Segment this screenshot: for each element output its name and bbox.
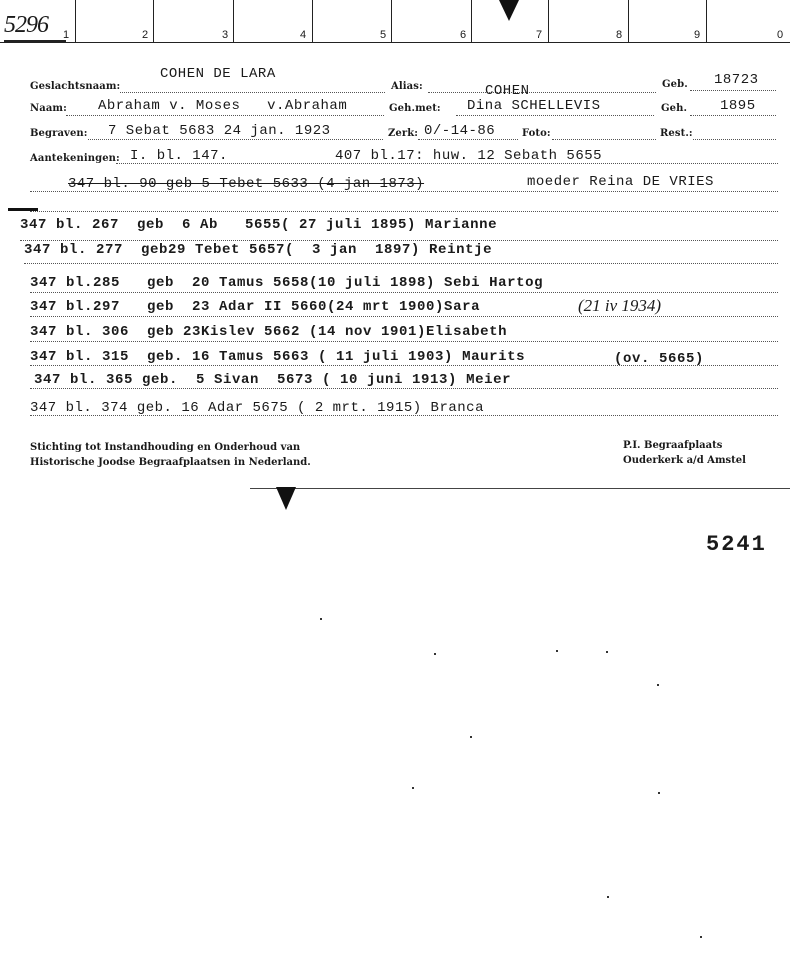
- note-line: 347 bl. 306 geb 23Kislev 5662 (14 nov 1901)Elisabeth: [30, 324, 508, 340]
- zerk-value: 0/-14-86: [424, 123, 496, 139]
- column-number: 4: [300, 29, 307, 41]
- column-number: 0: [777, 29, 784, 41]
- alias-value: COHEN: [485, 83, 530, 99]
- speck: [320, 618, 322, 620]
- speck: [556, 650, 558, 652]
- column-number: 5: [380, 29, 387, 41]
- column-number: 2: [142, 29, 149, 41]
- naam-label: Naam:: [30, 103, 67, 114]
- footer-right: P.I. Begraafplaats Ouderkerk a/d Amstel: [623, 440, 746, 466]
- note-line: 347 bl. 374 geb. 16 Adar 5675 ( 2 mrt. 1915) Branca: [30, 400, 484, 416]
- foto-label: Foto:: [522, 128, 551, 139]
- note-line: 347 bl. 315 geb. 16 Tamus 5663 ( 11 juli 1903) Maurits: [30, 349, 526, 365]
- column-number: 7: [536, 29, 543, 41]
- geb2-label: Geh.: [661, 103, 688, 114]
- speck: [470, 736, 472, 738]
- geb-value: 18723: [714, 72, 759, 88]
- naam-value: Abraham v. Moses v.Abraham: [98, 98, 348, 114]
- begraven-label: Begraven:: [30, 128, 88, 139]
- geb2-value: 1895: [720, 98, 756, 114]
- column-number: 3: [222, 29, 229, 41]
- gehuwd-label: Geh.met:: [389, 103, 441, 114]
- geb-label: Geb.: [662, 79, 688, 90]
- punch-marker-icon: [496, 0, 522, 22]
- zerk-label: Zerk:: [388, 128, 419, 139]
- alias-label: Alias:: [391, 81, 423, 92]
- note-line: 347 bl. 267 geb 6 Ab 5655( 27 juli 1895) Marianne: [20, 217, 498, 233]
- handwritten-card-id: 5296: [4, 12, 48, 38]
- aantekeningen-value-b: 407 bl.17: huw. 12 Sebath 5655: [335, 148, 603, 164]
- column-number: 1: [63, 29, 70, 41]
- speck: [434, 653, 436, 655]
- aantekeningen-value-a: I. bl. 147.: [130, 148, 228, 164]
- speck: [606, 651, 608, 653]
- note-line: 347 bl.285 geb 20 Tamus 5658(10 juli 1898) Sebi Hartog: [30, 275, 544, 291]
- rest-label: Rest.:: [660, 128, 693, 139]
- note-line: 347 bl. 365 geb. 5 Sivan 5673 ( 10 juni 1913) Meier: [34, 372, 512, 388]
- punch-marker-icon: [274, 487, 298, 511]
- geslachtsnaam-value: COHEN DE LARA: [160, 66, 276, 82]
- column-number: 6: [460, 29, 467, 41]
- handwritten-annotation: (21 iv 1934): [578, 296, 662, 315]
- speck: [700, 936, 702, 938]
- speck: [412, 787, 414, 789]
- note-line-struck: 347 bl. 90 geb 5 Tebet 5633 (4 jan 1873): [68, 176, 425, 192]
- note-line-extra: (ov. 5665): [614, 351, 705, 367]
- speck: [607, 896, 609, 898]
- begraven-value: 7 Sebat 5683 24 jan. 1923: [108, 123, 331, 139]
- geslachtsnaam-label: Geslachtsnaam:: [30, 81, 121, 92]
- gehuwd-value: Dina SCHELLEVIS: [467, 98, 601, 114]
- underline-mark: [4, 40, 66, 42]
- speck: [658, 792, 660, 794]
- column-number: 8: [616, 29, 623, 41]
- note-line-extra: moeder Reina DE VRIES: [527, 174, 714, 190]
- footer-left: Stichting tot Instandhouding en Onderhoud van Historische Joodse Begraafplaatsen in Nederland.: [30, 442, 311, 468]
- column-strip: [0, 0, 790, 44]
- note-line: 347 bl. 277 geb29 Tebet 5657( 3 jan 1897) Reintje: [24, 242, 493, 258]
- column-number: 9: [694, 29, 701, 41]
- note-line: 347 bl.297 geb 23 Adar II 5660(24 mrt 1900)Sara: [30, 299, 481, 315]
- speck: [657, 684, 659, 686]
- aantekeningen-label: Aantekeningen:: [30, 153, 120, 164]
- stamp-number: 5241: [706, 532, 767, 557]
